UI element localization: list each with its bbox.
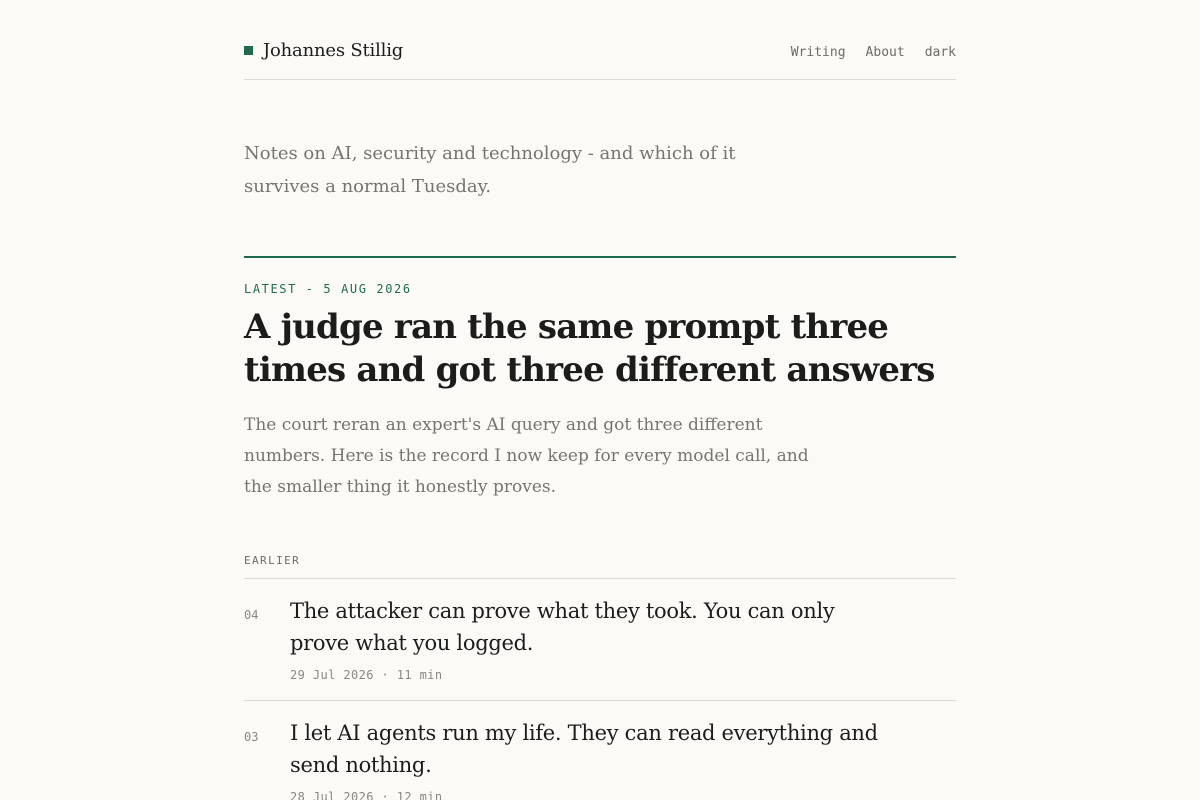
intro-text: Notes on AI, security and technology - and which of it survives a normal Tuesday. — [244, 143, 736, 197]
earlier-list — [244, 578, 956, 800]
latest-post — [244, 256, 956, 497]
theme-toggle[interactable]: dark — [924, 45, 956, 60]
brand-link[interactable] — [244, 40, 403, 61]
post-title-link[interactable]: The attacker can prove what they took. You can only prove what you logged. — [290, 599, 835, 655]
post-meta: 29 Jul 2026 · 11 min — [290, 668, 443, 682]
post-number: 04 — [244, 608, 259, 622]
page — [244, 0, 956, 800]
site-header — [244, 0, 956, 80]
latest-kicker: LATEST - 5 AUG 2026 — [244, 282, 412, 296]
post-number: 03 — [244, 730, 259, 744]
list-item — [244, 701, 956, 800]
nav-about-link[interactable]: About — [865, 45, 905, 60]
post-title-link[interactable]: I let AI agents run my life. They can read everything and send nothing. — [290, 721, 878, 777]
brand-name: Johannes Stillig — [263, 40, 404, 61]
latest-summary: The court reran an expert's AI query and got three different numbers. Here is the record I now keep for every model call, and the smaller thing it honestly proves. — [244, 415, 809, 497]
latest-title-link[interactable]: A judge ran the same prompt three times and got three different answers — [244, 307, 935, 390]
brand-square-icon — [244, 46, 253, 55]
list-item — [244, 579, 956, 701]
nav-writing-link[interactable]: Writing — [790, 45, 846, 60]
earlier-label: EARLIER — [244, 554, 301, 567]
main-nav — [791, 45, 956, 60]
post-meta: 28 Jul 2026 · 12 min — [290, 790, 443, 800]
